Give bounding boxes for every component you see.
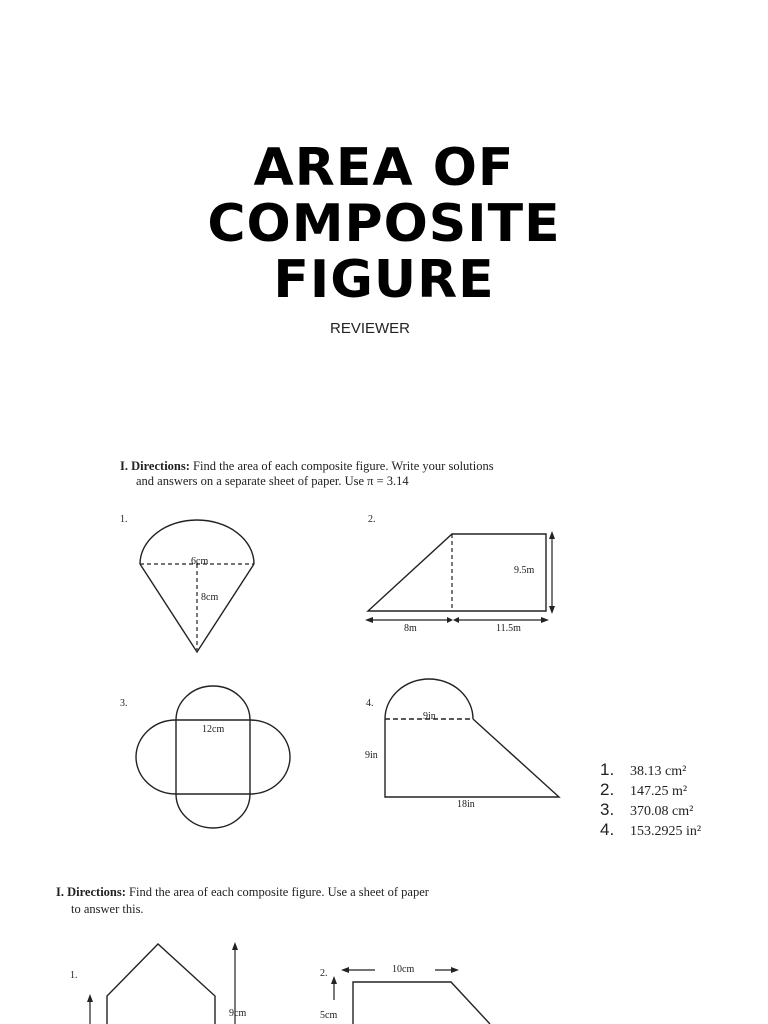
fig4-shape <box>385 719 559 797</box>
s2-fig2-label-top: 10cm <box>392 964 415 975</box>
title-line-3: FIGURE <box>273 250 495 310</box>
section1-directions-text-1: Find the area of each composite figure. Write your solutions <box>193 459 494 473</box>
fig2-diagram <box>360 525 570 635</box>
answer-number: 1. <box>600 760 615 779</box>
s2-fig1-number: 1. <box>70 970 78 981</box>
fig1-label-height: 8cm <box>201 592 219 603</box>
section1-directions-label: I. Directions: <box>120 459 190 473</box>
fig3-label-side: 12cm <box>202 724 225 735</box>
fig4-label-diameter: 9in <box>423 711 436 722</box>
s2-fig1-pentagon <box>107 944 215 1024</box>
fig2-label-base-left: 8m <box>404 623 417 634</box>
answer-number: 2. <box>600 780 615 799</box>
fig3-left-semicircle <box>136 720 176 794</box>
fig3-top-semicircle <box>176 686 250 720</box>
answer-number: 3. <box>600 800 615 819</box>
fig3-bottom-semicircle <box>176 794 250 828</box>
answer-value: 370.08 cm² <box>630 804 694 819</box>
s2-fig2-shape <box>353 982 490 1024</box>
s2-fig2-number: 2. <box>320 968 328 979</box>
fig4-label-base: 18in <box>457 799 475 810</box>
answer-value: 38.13 cm² <box>630 764 687 779</box>
answer-list <box>600 760 701 840</box>
answer-number: 4. <box>600 820 615 839</box>
section1-directions <box>120 459 494 489</box>
s2-fig2-diagram <box>325 960 505 1024</box>
answer-item <box>600 820 701 840</box>
answer-item <box>600 800 701 820</box>
answer-value: 153.2925 in² <box>630 824 702 839</box>
answer-item <box>600 780 701 800</box>
fig1-number: 1. <box>120 514 128 525</box>
answer-item <box>600 760 701 780</box>
fig3-number: 3. <box>120 698 128 709</box>
fig1-diagram <box>130 510 270 660</box>
section1-directions-text-2: and answers on a separate sheet of paper. Use π = 3.14 <box>136 474 409 488</box>
fig4-label-height: 9in <box>365 750 378 761</box>
fig2-label-height: 9.5m <box>514 565 535 576</box>
subtitle: REVIEWER <box>329 320 410 337</box>
fig3-right-semicircle <box>250 720 290 794</box>
section2-directions-text-1: Find the area of each composite figure. Use a sheet of paper <box>129 885 429 899</box>
fig4-diagram <box>375 670 575 805</box>
fig2-number: 2. <box>368 514 376 525</box>
answer-value: 147.25 m² <box>630 784 688 799</box>
section2-directions-text-2: to answer this. <box>71 902 144 916</box>
s2-fig1-label-height: 9cm <box>229 1008 247 1019</box>
section2-directions <box>56 884 429 918</box>
s2-fig2-label-side: 5cm <box>320 1010 338 1021</box>
fig3-diagram <box>130 680 300 850</box>
fig4-number: 4. <box>366 698 374 709</box>
title-line-1: AREA OF <box>253 138 515 198</box>
title-line-2: COMPOSITE <box>207 194 561 254</box>
page-title <box>0 140 768 308</box>
fig2-label-base-right: 11.5m <box>496 623 521 634</box>
fig1-label-width: 6cm <box>191 556 209 567</box>
section2-directions-label: I. Directions: <box>56 885 126 899</box>
s2-fig1-diagram <box>80 938 250 1024</box>
